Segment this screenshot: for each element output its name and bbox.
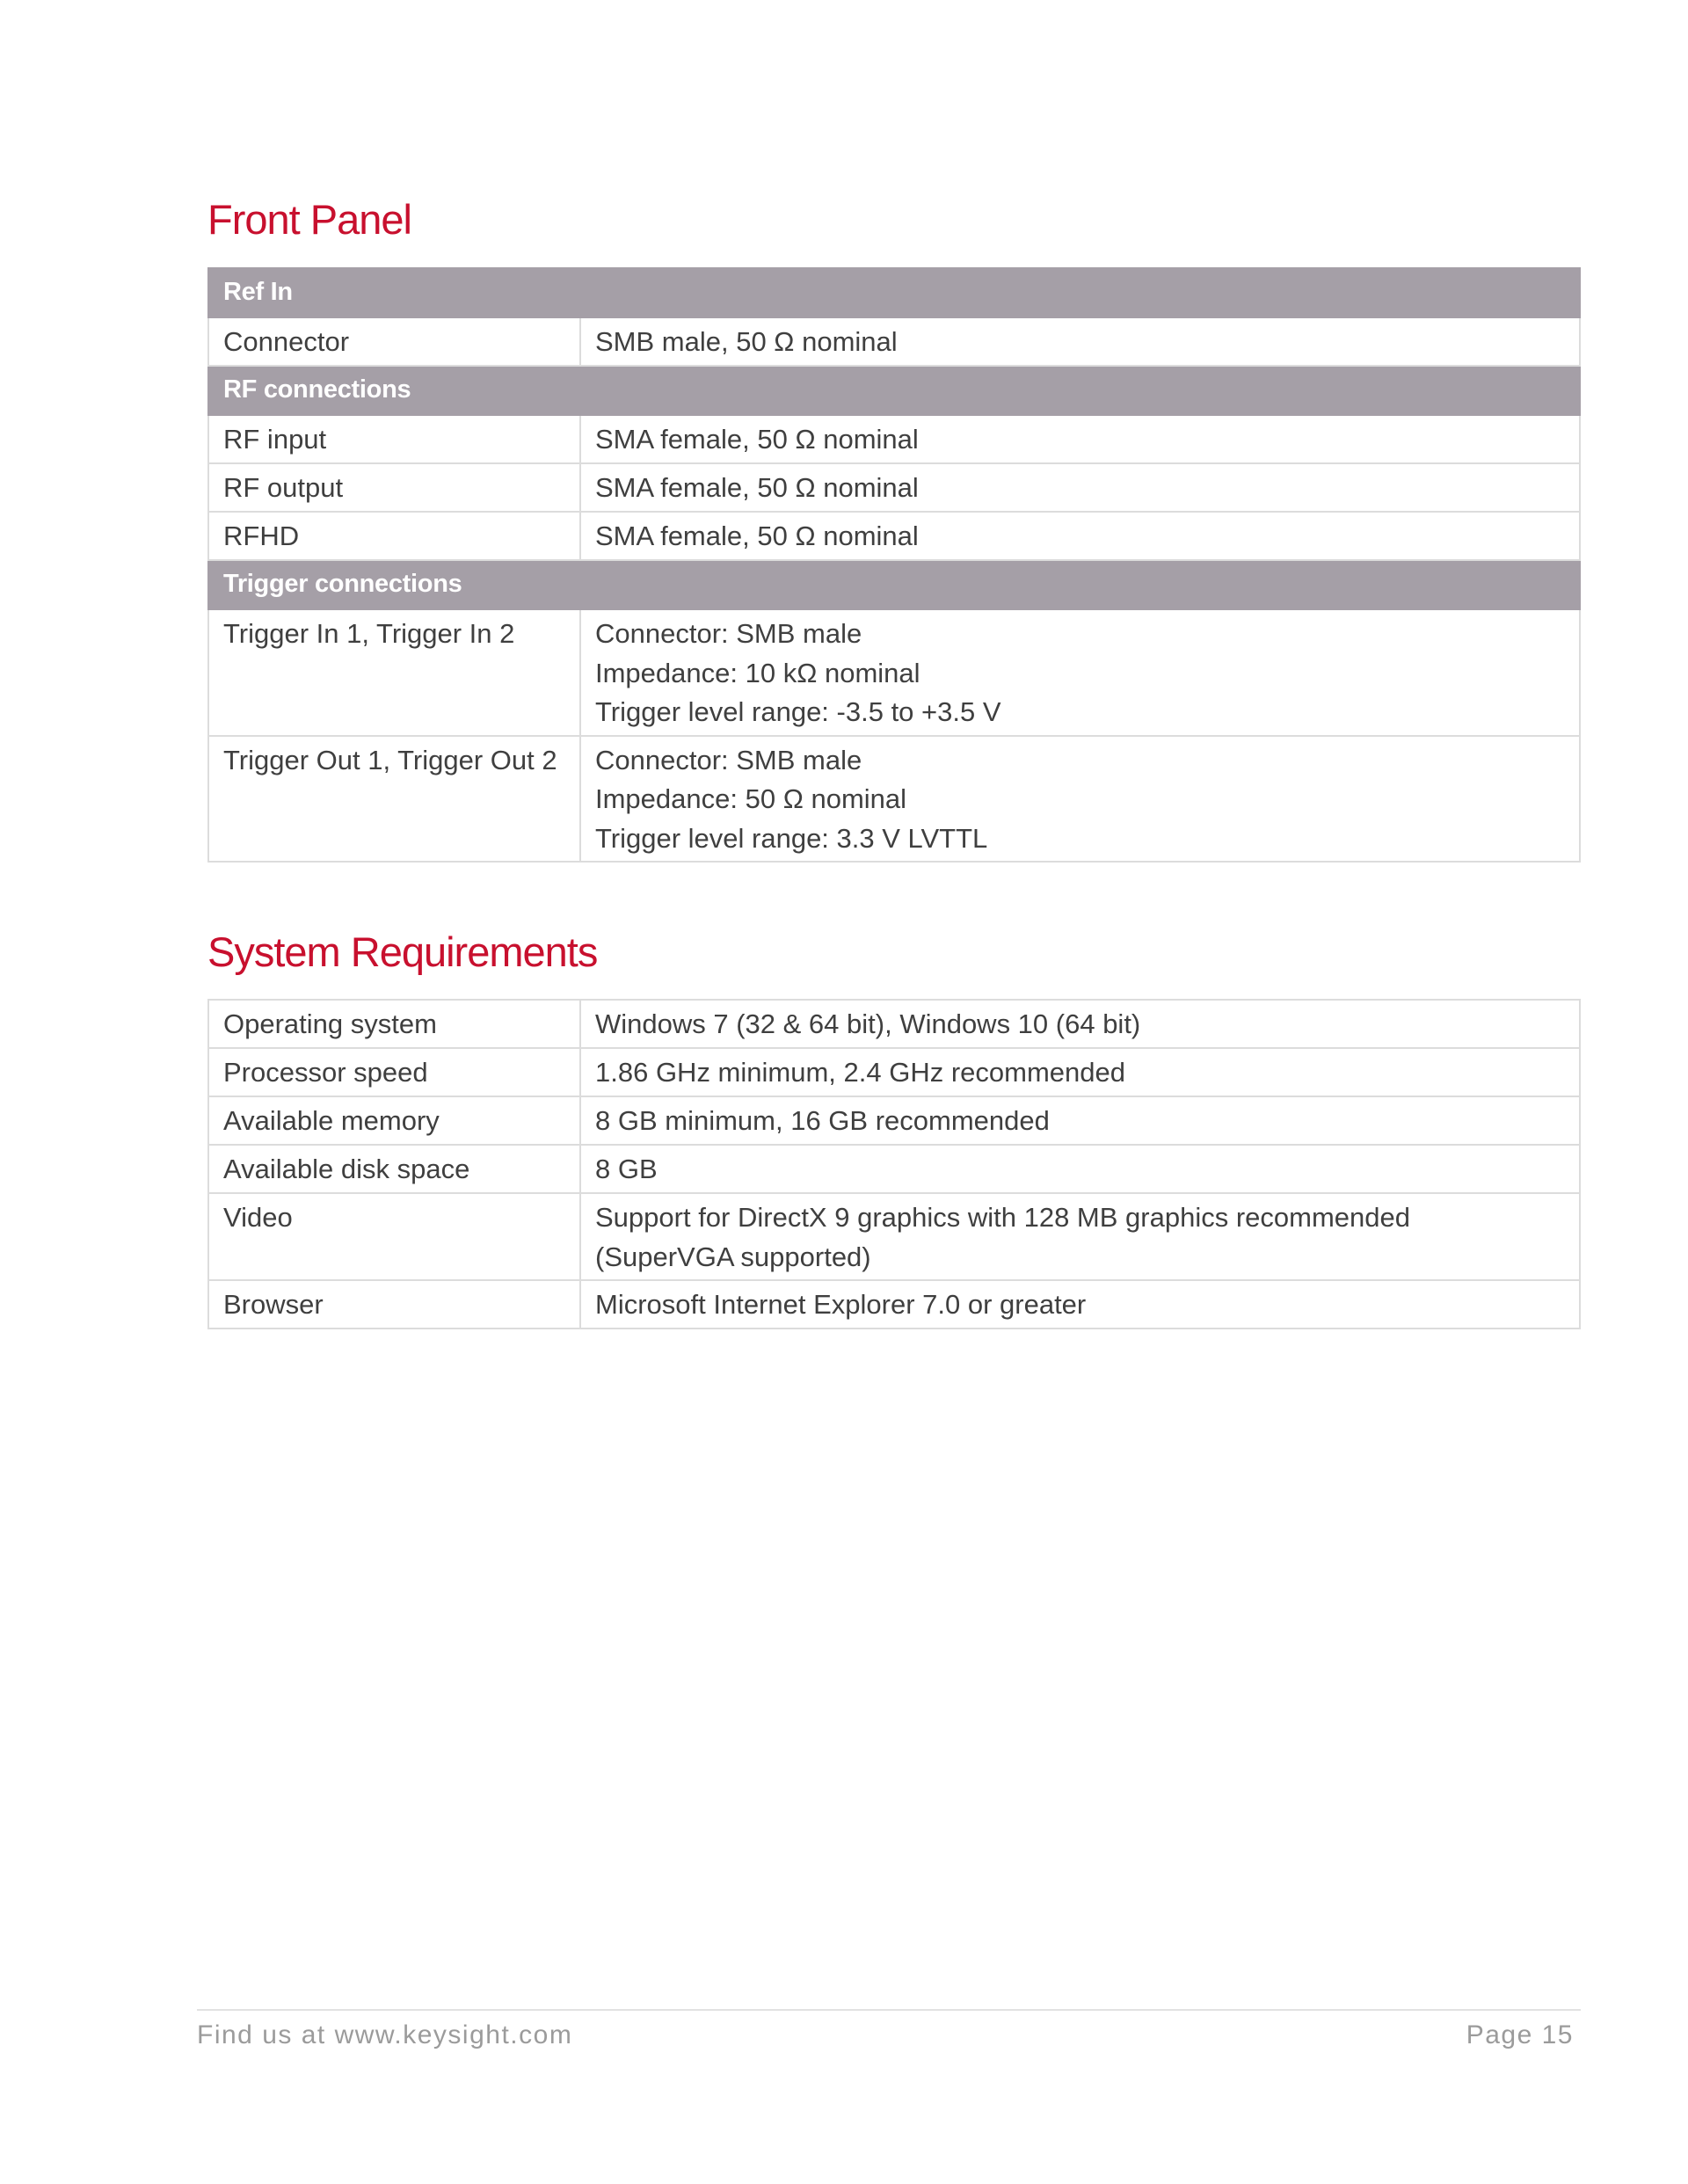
- spec-value: [580, 736, 1580, 863]
- spec-value-line: Impedance: 50 Ω nominal: [595, 783, 907, 814]
- table-row: [208, 463, 1580, 512]
- spec-value-line: Support for DirectX 9 graphics with 128 MB graphics recommended: [595, 1202, 1410, 1233]
- table-row: [208, 317, 1580, 366]
- group-header-trigger-connections: Trigger connections: [208, 560, 1580, 609]
- spec-label: Connector: [208, 317, 580, 366]
- footer-website-text: Find us at www.keysight.com: [197, 2020, 573, 2049]
- spec-value-line: SMA female, 50 Ω nominal: [595, 521, 919, 551]
- table-row: [208, 415, 1580, 463]
- spec-label: RF input: [208, 415, 580, 463]
- table-row: [208, 512, 1580, 560]
- group-header-row: [208, 366, 1580, 415]
- table-row: [208, 1193, 1580, 1280]
- spec-value-line: Connector: SMB male: [595, 618, 862, 649]
- spec-value-line: Connector: SMB male: [595, 744, 862, 775]
- footer-divider: [197, 2009, 1581, 2011]
- spec-label: RF output: [208, 463, 580, 512]
- front-panel-title: Front Panel: [207, 196, 411, 243]
- table-row: [208, 1000, 1580, 1048]
- spec-value: [580, 317, 1580, 366]
- group-header-ref-in: Ref In: [208, 268, 1580, 317]
- spec-value-line: 8 GB: [595, 1154, 658, 1184]
- spec-value-line: Windows 7 (32 & 64 bit), Windows 10 (64 bit): [595, 1008, 1141, 1039]
- spec-label: RFHD: [208, 512, 580, 560]
- table-row: [208, 736, 1580, 863]
- spec-value: [580, 512, 1580, 560]
- spec-label: Trigger In 1, Trigger In 2: [208, 609, 580, 736]
- spec-value: [580, 1280, 1580, 1329]
- table-row: [208, 1145, 1580, 1193]
- spec-label: Available memory: [208, 1096, 580, 1145]
- spec-value: [580, 1193, 1580, 1280]
- spec-value: [580, 463, 1580, 512]
- spec-value-line: Microsoft Internet Explorer 7.0 or greater: [595, 1289, 1087, 1320]
- spec-value-line: Impedance: 10 kΩ nominal: [595, 657, 920, 688]
- spec-value-line: Trigger level range: 3.3 V LVTTL: [595, 822, 988, 854]
- spec-label: Operating system: [208, 1000, 580, 1048]
- spec-value: [580, 609, 1580, 736]
- group-header-row: [208, 268, 1580, 317]
- group-header-row: [208, 560, 1580, 609]
- spec-value: [580, 1096, 1580, 1145]
- spec-value-line: SMA female, 50 Ω nominal: [595, 472, 919, 503]
- spec-label: Browser: [208, 1280, 580, 1329]
- table-row: [208, 609, 1580, 736]
- spec-value-line: 8 GB minimum, 16 GB recommended: [595, 1105, 1050, 1136]
- spec-label: Available disk space: [208, 1145, 580, 1193]
- system-requirements-table: [207, 999, 1581, 1329]
- spec-value: [580, 1048, 1580, 1096]
- spec-label: Processor speed: [208, 1048, 580, 1096]
- page-number: Page 15: [1466, 2020, 1574, 2049]
- spec-value-line: SMA female, 50 Ω nominal: [595, 424, 919, 455]
- spec-value-line: 1.86 GHz minimum, 2.4 GHz recommended: [595, 1057, 1125, 1088]
- spec-value-line: Trigger level range: -3.5 to +3.5 V: [595, 696, 1001, 727]
- spec-value: [580, 415, 1580, 463]
- table-row: [208, 1280, 1580, 1329]
- spec-value: [580, 1145, 1580, 1193]
- spec-value: [580, 1000, 1580, 1048]
- group-header-rf-connections: RF connections: [208, 366, 1580, 415]
- spec-label: Trigger Out 1, Trigger Out 2: [208, 736, 580, 863]
- front-panel-table: [207, 267, 1581, 863]
- spec-value-line: (SuperVGA supported): [595, 1241, 871, 1272]
- spec-label: Video: [208, 1193, 580, 1280]
- table-row: [208, 1048, 1580, 1096]
- system-requirements-title: System Requirements: [207, 928, 598, 975]
- spec-value-line: SMB male, 50 Ω nominal: [595, 326, 898, 357]
- table-row: [208, 1096, 1580, 1145]
